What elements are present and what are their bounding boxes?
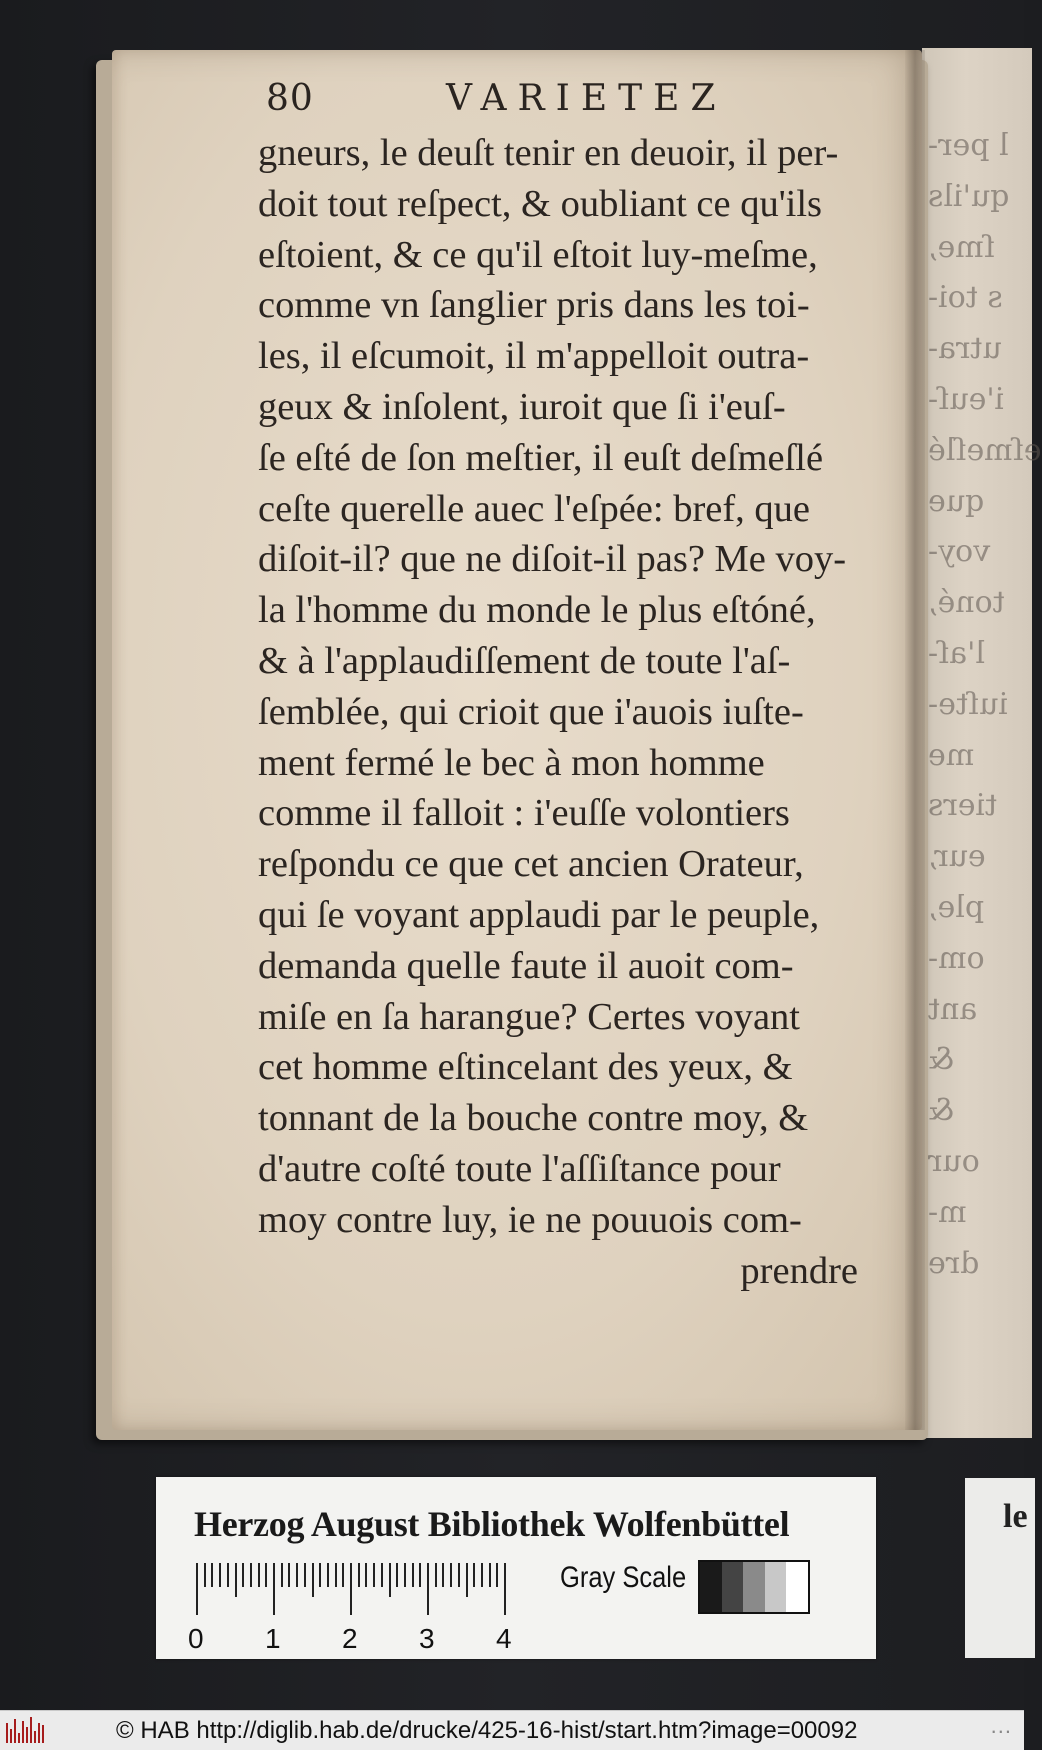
text-line: tonnant de la bouche contre moy, & xyxy=(258,1097,809,1140)
ruler-tick xyxy=(265,1563,267,1587)
text-line: diſoit-il? que ne diſoit-il pas? Me voy- xyxy=(258,538,847,581)
catchword: prendre xyxy=(740,1249,858,1292)
ruler-number: 0 xyxy=(188,1623,204,1654)
ruler-tick xyxy=(296,1563,298,1587)
ruler-number: 3 xyxy=(419,1623,435,1654)
logo-bar xyxy=(38,1723,40,1743)
ruler-tick xyxy=(389,1563,391,1597)
text-line: les, il eſcumoit, il m'appelloit outra- xyxy=(258,335,810,378)
ruler-tick xyxy=(281,1563,283,1587)
logo-bar xyxy=(14,1719,16,1743)
logo-bar xyxy=(10,1729,12,1743)
logo-bar xyxy=(6,1723,8,1743)
gray-scale-label: Gray Scale xyxy=(560,1561,687,1594)
logo-bar xyxy=(42,1725,44,1743)
page-number: 80 xyxy=(266,78,314,119)
text-line: d'autre coſté toute l'aſſiſtance pour xyxy=(258,1147,781,1190)
facing-text-fragment: ſme, xyxy=(928,229,995,265)
text-line: ment fermé le bec à mon homme xyxy=(258,741,765,784)
ruler-tick xyxy=(373,1563,375,1587)
logo-bar xyxy=(34,1731,36,1743)
ruler-tick xyxy=(481,1563,483,1587)
text-line: doit tout reſpect, & oubliant ce qu'ils xyxy=(258,182,823,225)
ruler-tick xyxy=(419,1563,421,1587)
card-fragment: le xyxy=(1003,1498,1028,1535)
text-line: eſtoient, & ce qu'il eſtoit luy-meſme, xyxy=(258,233,818,276)
ruler-tick xyxy=(412,1563,414,1587)
ruler-tick xyxy=(235,1563,237,1597)
source-credit[interactable]: © HAB http://diglib.hab.de/drucke/425-16-hist/start.htm?image=00092 xyxy=(116,1717,858,1744)
ruler-tick xyxy=(242,1563,244,1587)
ruler-tick xyxy=(319,1563,321,1587)
facing-text-fragment: qu'ils xyxy=(928,178,1010,214)
ruler-tick xyxy=(442,1563,444,1587)
text-line: miſe en ſa harangue? Certes voyant xyxy=(258,995,800,1038)
logo-bar xyxy=(22,1721,24,1743)
text-line: & à l'applaudiſſement de toute l'aſ- xyxy=(258,639,791,682)
ruler-tick xyxy=(365,1563,367,1587)
text-line: ſemblée, qui crioit que i'auois iuſte- xyxy=(258,690,804,733)
measurement-ruler xyxy=(188,1563,596,1654)
ruler-tick xyxy=(504,1563,506,1615)
more-menu[interactable]: ... xyxy=(990,1713,1012,1738)
facing-text-fragment: our xyxy=(928,1144,980,1179)
facing-page xyxy=(922,48,1042,1438)
ruler-tick xyxy=(227,1563,229,1587)
text-line: moy contre luy, ie ne pouuois com- xyxy=(258,1198,802,1241)
text-line: reſpondu ce que cet ancien Orateur, xyxy=(258,843,804,886)
reference-card xyxy=(156,1477,876,1659)
ruler-tick xyxy=(211,1563,213,1587)
ruler-tick xyxy=(312,1563,314,1597)
facing-text-fragment: ant xyxy=(928,991,978,1027)
ruler-tick xyxy=(304,1563,306,1587)
text-line: gneurs, le deuſt tenir en deuoir, il per- xyxy=(258,132,839,174)
logo-bar xyxy=(26,1727,28,1743)
ruler-tick xyxy=(250,1563,252,1587)
gray-scale-swatch xyxy=(698,1560,810,1614)
ruler-tick xyxy=(427,1563,429,1615)
ruler-tick xyxy=(496,1563,498,1587)
logo-bar xyxy=(30,1717,32,1743)
institution-name: Herzog August Bibliothek Wolfenbüttel xyxy=(194,1504,790,1544)
ruler-tick xyxy=(396,1563,398,1587)
ruler-tick xyxy=(273,1563,275,1615)
logo-bar xyxy=(18,1733,20,1743)
ruler-tick xyxy=(381,1563,383,1587)
ruler-tick xyxy=(404,1563,406,1587)
gray-step xyxy=(722,1562,744,1612)
ruler-tick xyxy=(219,1563,221,1587)
facing-text-fragment: & xyxy=(928,1042,955,1078)
page-gutter xyxy=(905,50,925,1430)
ruler-tick xyxy=(473,1563,475,1587)
text-line: ceſte querelle auec l'eſpée: bref, que xyxy=(258,487,811,530)
gray-step xyxy=(700,1562,722,1612)
facing-text-fragment: me xyxy=(928,737,975,773)
facing-text-fragment: ple, xyxy=(928,890,985,925)
ruler-tick xyxy=(327,1563,329,1587)
ruler-tick xyxy=(204,1563,206,1587)
gray-step xyxy=(765,1562,787,1612)
ruler-number: 1 xyxy=(265,1623,281,1654)
text-line: la l'homme du monde le plus eſtóné, xyxy=(258,589,816,632)
facing-text-fragment: l'aſ- xyxy=(928,636,985,671)
gray-step xyxy=(743,1562,765,1612)
facing-text-fragment: iuſte- xyxy=(928,686,1008,722)
ruler-tick xyxy=(335,1563,337,1587)
facing-text-fragment: dre xyxy=(928,1245,980,1281)
text-line: cet homme eſtincelant des yeux, & xyxy=(258,1046,793,1089)
facing-text-fragment: eur, xyxy=(928,839,986,875)
second-reference-card xyxy=(965,1478,1035,1658)
facing-text-fragment: om- xyxy=(928,940,985,976)
page-header xyxy=(266,78,746,128)
gray-step xyxy=(786,1562,808,1612)
facing-text-fragment: voy- xyxy=(928,534,991,570)
text-line: qui ſe voyant applaudi par le peuple, xyxy=(258,893,820,936)
ruler-tick xyxy=(450,1563,452,1587)
text-line: geux & inſolent, iuroit que ſi i'euſ- xyxy=(258,385,786,428)
facing-text-fragment: i'euſ- xyxy=(928,382,1005,417)
facing-text-fragment: tiers xyxy=(928,788,998,824)
hab-logo-icon xyxy=(6,1717,46,1743)
text-line: comme il falloit : i'euſſe volontiers xyxy=(258,792,790,835)
viewer-footer xyxy=(0,1710,1024,1750)
ruler-tick xyxy=(258,1563,260,1587)
text-line: ſe eſté de ſon meſtier, il euſt deſmeſlé xyxy=(258,436,824,479)
facing-text-fragment: m- xyxy=(928,1194,967,1230)
text-line: demanda quelle faute il auoit com- xyxy=(258,944,794,987)
ruler-tick xyxy=(288,1563,290,1587)
facing-text-fragment: s toi- xyxy=(928,280,1003,316)
body-text xyxy=(258,128,878,1296)
facing-text-fragment: l per- xyxy=(928,128,1009,163)
running-head: VARIETEZ xyxy=(446,78,727,119)
text-line: comme vn ſanglier pris dans les toi- xyxy=(258,284,810,327)
facing-text-fragment: toné, xyxy=(928,585,1005,621)
ruler-tick xyxy=(489,1563,491,1587)
ruler-tick xyxy=(342,1563,344,1587)
ruler-tick xyxy=(458,1563,460,1587)
ruler-tick xyxy=(196,1563,198,1615)
facing-text-fragment: utra- xyxy=(928,331,1002,367)
ruler-tick xyxy=(435,1563,437,1587)
ruler-tick xyxy=(350,1563,352,1615)
ruler-number: 2 xyxy=(342,1623,358,1654)
facing-text-fragment: que xyxy=(928,483,985,519)
ruler-tick xyxy=(466,1563,468,1597)
ruler-number: 4 xyxy=(496,1623,512,1654)
ruler-tick xyxy=(358,1563,360,1587)
facing-text-fragment: eſmeſlé xyxy=(928,432,1042,468)
facing-text-fragment: & xyxy=(928,1093,955,1129)
